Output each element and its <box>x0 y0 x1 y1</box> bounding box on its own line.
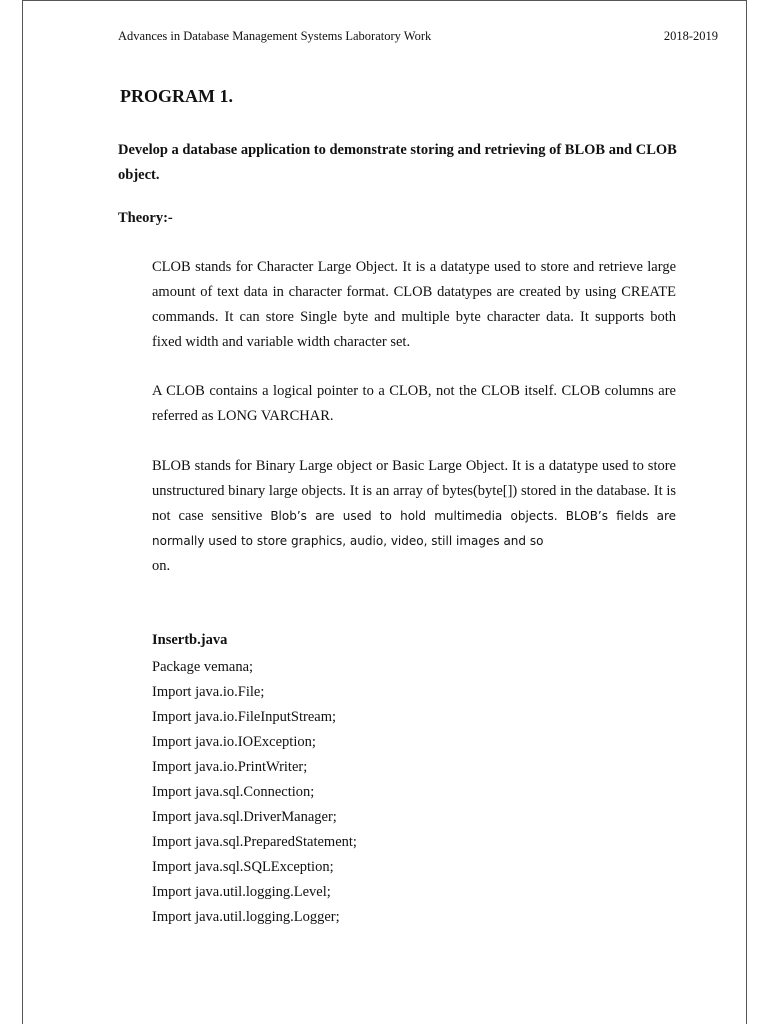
program-title: PROGRAM 1. <box>120 86 233 106</box>
code-line: Import java.sql.PreparedStatement; <box>152 834 357 850</box>
theory-paragraph-clob: CLOB stands for Character Large Object. It is a datatype used to store and retrieve large amount of text data in character format. CLOB datatypes are created by using CREATE commands. It can store Single byte and multiple byte character data. It supports both fixed width and variable width character set. <box>152 259 676 350</box>
code-line: Import java.io.PrintWriter; <box>152 759 308 775</box>
code-line: Import java.util.logging.Logger; <box>152 909 340 925</box>
header-year: 2018-2019 <box>663 29 718 43</box>
code-line: Import java.io.IOException; <box>152 734 316 750</box>
code-filename: Insertb.java <box>152 632 228 648</box>
blob-text-sans: Blob’s are used to hold multimedia objects. BLOB’s fields are normally used to store graphics, audio, video, still images and so <box>152 509 676 548</box>
code-line: Package vemana; <box>152 659 254 675</box>
code-listing <box>152 655 357 930</box>
code-line: Import java.io.FileInputStream; <box>152 709 337 725</box>
code-line: Import java.util.logging.Level; <box>152 884 331 900</box>
code-line: Import java.io.File; <box>152 684 265 700</box>
code-line: Import java.sql.Connection; <box>152 784 315 800</box>
theory-paragraph-clob-pointer: A CLOB contains a logical pointer to a CLOB, not the CLOB itself. CLOB columns are referred as LONG VARCHAR. <box>152 383 676 424</box>
running-header <box>118 29 718 44</box>
header-title: Advances in Database Management Systems Laboratory Work <box>118 29 432 43</box>
program-objective: Develop a database application to demonstrate storing and retrieving of BLOB and CLOB object. <box>118 142 677 183</box>
theory-paragraph-blob <box>152 454 676 579</box>
blob-text-serif: BLOB stands for Binary Large object or Basic Large Object. It is a datatype used to store unstructured binary large objects. It is an array of bytes(byte[]) stored in the database. It is not case sensitive <box>152 458 676 524</box>
code-line: Import java.sql.DriverManager; <box>152 809 337 825</box>
blob-text-end: on. <box>152 558 171 574</box>
theory-heading: Theory:- <box>118 210 173 226</box>
code-line: Import java.sql.SQLException; <box>152 859 334 875</box>
